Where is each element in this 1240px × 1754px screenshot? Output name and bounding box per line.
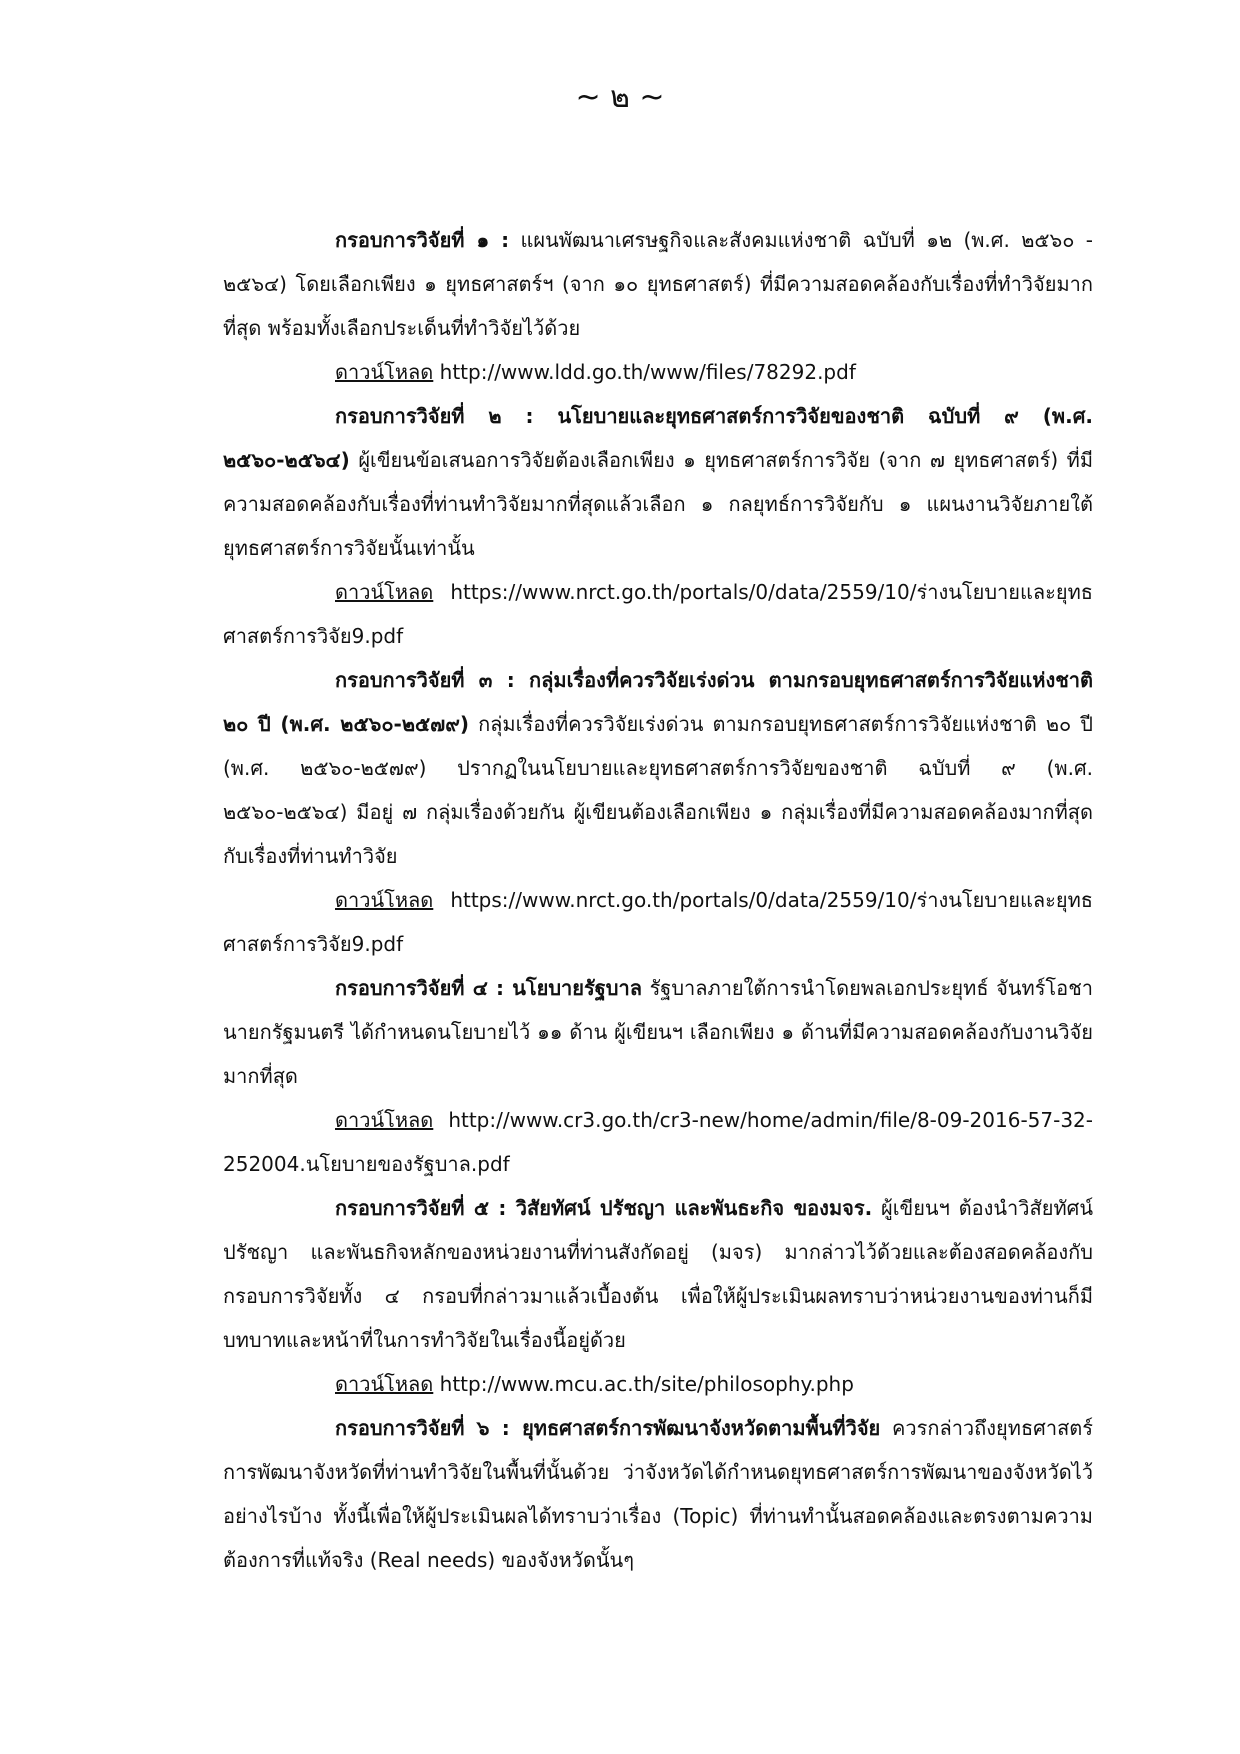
download-label[interactable]: ดาวน์โหลด xyxy=(335,1372,434,1396)
research-framework-4 xyxy=(223,966,1093,1186)
framework-paragraph xyxy=(223,218,1093,350)
framework-body: รัฐบาลภายใต้การนำโดยพลเอกประยุทธ์ จันทร์โอชา นายกรัฐมนตรี ได้กำหนดนโยบายไว้ ๑๑ ด้าน ผู้เขียนฯ เลือกเพียง ๑ ด้านที่มีความสอดคล้องกับงานวิจัยมากที่สุด xyxy=(223,976,1093,1088)
download-link[interactable]: http://www.mcu.ac.th/site/philosophy.php xyxy=(439,1372,854,1396)
framework-heading: กรอบการวิจัยที่ ๓ : กลุ่มเรื่องที่ควรวิจัยเร่งด่วน ตามกรอบยุทธศาสตร์การวิจัยแห่งชาติ ๒๐ ปี (พ.ศ. ๒๕๖๐-๒๕๗๙) xyxy=(223,668,1093,736)
download-link[interactable]: http://www.ldd.go.th/www/files/78292.pdf xyxy=(439,360,856,384)
download-label[interactable]: ดาวน์โหลด xyxy=(335,580,434,604)
download-line xyxy=(223,350,1093,394)
research-framework-5 xyxy=(223,1186,1093,1406)
framework-heading: กรอบการวิจัยที่ ๔ : นโยบายรัฐบาล xyxy=(335,976,642,1000)
download-line xyxy=(223,570,1093,658)
framework-paragraph xyxy=(223,658,1093,878)
framework-body: ผู้เขียนฯ ต้องนำวิสัยทัศน์ ปรัชญา และพันธกิจหลักของหน่วยงานที่ท่านสังกัดอยู่ (มจร) มากล่าวไว้ด้วยและต้องสอดคล้องกับกรอบการวิจัยทั้ง ๔ กรอบที่กล่าวมาแล้วเบื้องต้น เพื่อให้ผู้ประเมินผลทราบว่าหน่วยงานของท่านก็มีบทบาทและหน้าที่ในการทำวิจัยในเรื่องนี้อยู่ด้วย xyxy=(223,1196,1093,1352)
framework-paragraph xyxy=(223,1186,1093,1362)
download-label[interactable]: ดาวน์โหลด xyxy=(335,888,434,912)
download-label[interactable]: ดาวน์โหลด xyxy=(335,360,434,384)
download-line xyxy=(223,878,1093,966)
download-link[interactable]: https://www.nrct.go.th/portals/0/data/2559/10/ร่างนโยบายและยุทธศาสตร์การวิจัย9.pdf xyxy=(223,888,1093,956)
framework-body: ผู้เขียนข้อเสนอการวิจัยต้องเลือกเพียง ๑ ยุทธศาสตร์การวิจัย (จาก ๗ ยุทธศาสตร์) ที่มีความสอดคล้องกับเรื่องที่ท่านทำวิจัยมากที่สุดแล้วเลือก ๑ กลยุทธ์การวิจัยกับ ๑ แผนงานวิจัยภายใต้ยุทธศาสตร์การวิจัยนั้นเท่านั้น xyxy=(223,448,1093,560)
framework-heading: กรอบการวิจัยที่ ๑ : xyxy=(335,228,510,252)
framework-paragraph xyxy=(223,966,1093,1098)
framework-heading: กรอบการวิจัยที่ ๖ : ยุทธศาสตร์การพัฒนาจังหวัดตามพื้นที่วิจัย xyxy=(335,1416,881,1440)
research-framework-1 xyxy=(223,218,1093,394)
research-framework-3 xyxy=(223,658,1093,966)
framework-body: กลุ่มเรื่องที่ควรวิจัยเร่งด่วน ตามกรอบยุทธศาสตร์การวิจัยแห่งชาติ ๒๐ ปี (พ.ศ. ๒๕๖๐-๒๕๗๙) ปรากฏในนโยบายและยุทธศาสตร์การวิจัยของชาติ ฉบับที่ ๙ (พ.ศ. ๒๕๖๐-๒๕๖๔) มีอยู่ ๗ กลุ่มเรื่องด้วยกัน ผู้เขียนต้องเลือกเพียง ๑ กลุ่มเรื่องที่มีความสอดคล้องมากที่สุดกับเรื่องที่ท่านทำวิจัย xyxy=(223,712,1093,868)
framework-heading: กรอบการวิจัยที่ ๕ : วิสัยทัศน์ ปรัชญา และพันธะกิจ ของมจร. xyxy=(335,1196,873,1220)
framework-paragraph xyxy=(223,1406,1093,1582)
download-link[interactable]: https://www.nrct.go.th/portals/0/data/2559/10/ร่างนโยบายและยุทธศาสตร์การวิจัย9.pdf xyxy=(223,580,1093,648)
download-label[interactable]: ดาวน์โหลด xyxy=(335,1108,434,1132)
download-line xyxy=(223,1098,1093,1186)
research-framework-2 xyxy=(223,394,1093,658)
research-framework-6 xyxy=(223,1406,1093,1582)
framework-body: แผนพัฒนาเศรษฐกิจและสังคมแห่งชาติ ฉบับที่ ๑๒ (พ.ศ. ๒๕๖๐ - ๒๕๖๔) โดยเลือกเพียง ๑ ยุทธศาสตร์ฯ (จาก ๑๐ ยุทธศาสตร์) ที่มีความสอดคล้องกับเรื่องที่ทำวิจัยมากที่สุด พร้อมทั้งเลือกประเด็นที่ทำวิจัยไว้ด้วย xyxy=(223,228,1093,340)
framework-heading: กรอบการวิจัยที่ ๒ : นโยบายและยุทธศาสตร์การวิจัยของชาติ ฉบับที่ ๙ (พ.ศ. ๒๕๖๐-๒๕๖๔) xyxy=(223,404,1093,472)
framework-body: ควรกล่าวถึงยุทธศาสตร์การพัฒนาจังหวัดที่ท่านทำวิจัยในพื้นที่นั้นด้วย ว่าจังหวัดได้กำหนดยุทธศาสตร์การพัฒนาของจังหวัดไว้อย่างไรบ้าง ทั้งนี้เพื่อให้ผู้ประเมินผลได้ทราบว่าเรื่อง (Topic) ที่ท่านทำนั้นสอดคล้องและตรงตามความต้องการที่แท้จริง (Real needs) ของจังหวัดนั้นๆ xyxy=(223,1416,1094,1572)
download-link[interactable]: http://www.cr3.go.th/cr3-new/home/admin/file/8-09-2016-57-32-252004.นโยบายของรัฐบาล.pdf xyxy=(223,1108,1093,1176)
page-number: ~ ๒ ~ xyxy=(575,80,665,115)
framework-paragraph xyxy=(223,394,1093,570)
download-line xyxy=(223,1362,1093,1406)
document-body xyxy=(223,218,1093,1582)
